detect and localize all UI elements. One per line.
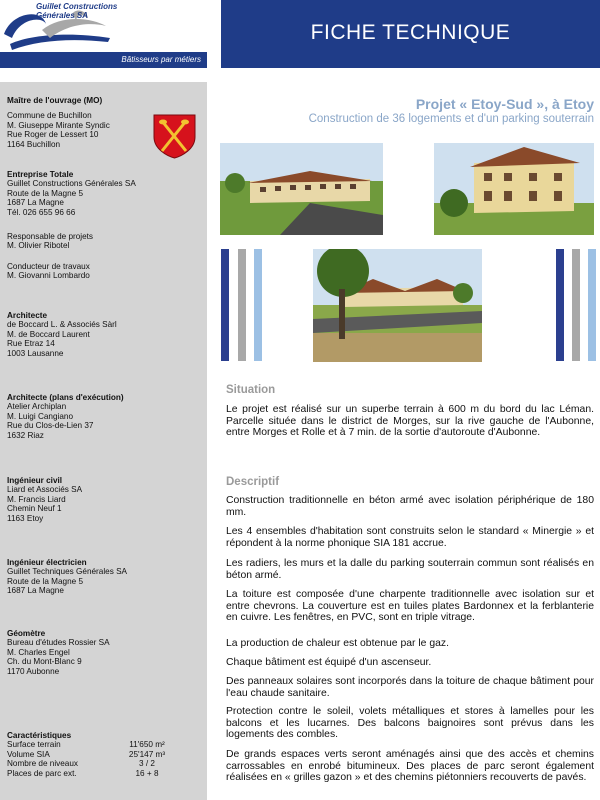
section-heading: Ingénieur civil bbox=[7, 476, 63, 485]
building-photo-1 bbox=[220, 143, 383, 235]
stat-label: Places de parc ext. bbox=[7, 768, 77, 778]
section-heading: Maître de l'ouvrage (MO) bbox=[7, 96, 103, 105]
project-subtitle: Construction de 36 logements et d'un parking souterrain bbox=[308, 113, 594, 125]
section-heading: Géomètre bbox=[7, 629, 46, 638]
building-photo-3 bbox=[313, 249, 482, 362]
contact-architecte-exec bbox=[7, 393, 124, 440]
contact-line: 1170 Aubonne bbox=[7, 666, 60, 676]
contact-line: Guillet Techniques Générales SA bbox=[7, 567, 128, 577]
section-heading-situation: Situation bbox=[226, 384, 276, 396]
section-heading: Architecte bbox=[7, 311, 48, 320]
contact-line: M. Giuseppe Mirante Syndic bbox=[7, 120, 110, 130]
descriptif-paragraph: La production de chaleur est obtenue par le gaz. bbox=[226, 638, 449, 649]
contact-responsable bbox=[7, 232, 93, 251]
contact-line: 1163 Etoy bbox=[7, 513, 44, 523]
contact-line: Rue Etraz 14 bbox=[7, 339, 55, 349]
contact-line: M. Olivier Ribotel bbox=[7, 241, 70, 251]
contact-line: Atelier Archiplan bbox=[7, 402, 67, 412]
project-title: Projet « Etoy-Sud », à Etoy bbox=[415, 96, 594, 112]
logo-title bbox=[36, 2, 117, 20]
contact-line: Chemin Neuf 1 bbox=[7, 504, 62, 514]
contact-line: Route de la Magne 5 bbox=[7, 188, 84, 198]
table-row bbox=[7, 750, 187, 759]
contact-line: Route de la Magne 5 bbox=[7, 576, 84, 586]
contact-electricien bbox=[7, 558, 127, 596]
contact-line: 1632 Riaz bbox=[7, 430, 44, 440]
sidebar bbox=[0, 82, 207, 800]
section-heading: Responsable de projets bbox=[7, 232, 94, 241]
contact-line: 1687 La Magne bbox=[7, 586, 64, 596]
contact-line: 1164 Buchillon bbox=[7, 139, 61, 149]
situation-text: Le projet est réalisé sur un superbe terrain à 600 m du bord du lac Léman. Parcelle située dans le district de Morges, sur la rive gauche de l'Aubonne, entre Morges et Rolle et à 7 min. de la sortie d'autoroute d'Aubonne. bbox=[226, 404, 594, 439]
page-title: FICHE TECHNIQUE bbox=[310, 21, 511, 44]
contact-civil bbox=[7, 476, 82, 523]
stat-value: 16 + 8 bbox=[135, 768, 159, 778]
table-row bbox=[7, 769, 187, 778]
contact-entreprise bbox=[7, 170, 136, 217]
contact-line: Ch. du Mont-Blanc 9 bbox=[7, 657, 82, 667]
contact-line: M. Charles Engel bbox=[7, 647, 70, 657]
descriptif-paragraph: La toiture est composée d'une charpente traditionnelle avec isolation sur et entre chevrons. La couverture est en tuiles plates Bardonnex et la ferblanterie en cuivre. Les fenêtres, en PVC, sont en triple vitrage. bbox=[226, 589, 594, 624]
contact-line: Liard et Associés SA bbox=[7, 485, 83, 495]
stat-label: Volume SIA bbox=[7, 749, 50, 759]
descriptif-paragraph: Les 4 ensembles d'habitation sont construits selon le standard « Minergie » et répondent à la norme phonique SIA 181 accrue. bbox=[226, 526, 594, 549]
section-heading: Architecte (plans d'exécution) bbox=[7, 393, 124, 402]
title-banner bbox=[221, 0, 600, 68]
descriptif-paragraph: Les radiers, les murs et la dalle du parking souterrain commun sont réalisés en béton armé. bbox=[226, 558, 594, 581]
building-photo-2 bbox=[434, 143, 594, 235]
contact-line: 1687 La Magne bbox=[7, 198, 64, 208]
descriptif-paragraph: Chaque bâtiment est équipé d'un ascenseur. bbox=[226, 657, 432, 668]
contact-line: de Boccard L. & Associés Sàrl bbox=[7, 320, 117, 330]
descriptif-paragraph: Des panneaux solaires sont incorporés dans la toiture de chaque bâtiment pour l'eau chaude sanitaire. bbox=[226, 676, 594, 699]
contact-line: M. Francis Liard bbox=[7, 494, 66, 504]
stat-value: 11'650 m² bbox=[129, 740, 165, 750]
contact-architecte bbox=[7, 311, 117, 358]
contact-line: M. de Boccard Laurent bbox=[7, 329, 90, 339]
decorative-stripe bbox=[254, 249, 262, 361]
descriptif-paragraph: Protection contre le soleil, volets métalliques et stores à lamelles pour les balcons et les lucarnes. Des balcons baignoires sont prévus dans les logements des combles. bbox=[226, 706, 594, 741]
contact-line: Guillet Constructions Générales SA bbox=[7, 179, 136, 189]
stat-value: 3 / 2 bbox=[139, 759, 155, 769]
table-row bbox=[7, 759, 187, 768]
contact-line: Bureau d'études Rossier SA bbox=[7, 638, 110, 648]
decorative-stripe bbox=[572, 249, 580, 361]
contact-line: Rue Roger de Lessert 10 bbox=[7, 130, 99, 140]
stat-value: 25'147 m³ bbox=[128, 749, 166, 759]
characteristics-table bbox=[7, 731, 187, 778]
decorative-stripe bbox=[588, 249, 596, 361]
stat-label: Nombre de niveaux bbox=[7, 759, 78, 769]
table-row bbox=[7, 740, 187, 749]
contact-conducteur bbox=[7, 262, 90, 281]
decorative-stripe bbox=[556, 249, 564, 361]
descriptif-paragraph: De grands espaces verts seront aménagés ainsi que des accès et chemins carrossables en enrobé bitumineux. Des places de parc seront également réalisées en « grilles gazon » et des chemins piétonniers recouverts de pavés. bbox=[226, 749, 594, 784]
contact-line: M. Luigi Cangiano bbox=[7, 411, 73, 421]
section-heading: Ingénieur électricien bbox=[7, 558, 87, 567]
section-heading: Entreprise Totale bbox=[7, 170, 74, 179]
contact-geometre bbox=[7, 629, 110, 676]
tagline-bar bbox=[0, 52, 207, 68]
municipal-crest-icon bbox=[152, 113, 197, 159]
decorative-stripe bbox=[238, 249, 246, 361]
tagline: Bâtisseurs par métiers bbox=[121, 55, 201, 64]
contact-line: Rue du Clos-de-Lien 37 bbox=[7, 421, 94, 431]
contact-line: Commune de Buchillon bbox=[7, 111, 92, 121]
section-heading-descriptif: Descriptif bbox=[226, 476, 280, 488]
logo-line-2: Générales SA bbox=[36, 11, 89, 20]
company-logo bbox=[0, 0, 207, 68]
contact-line: M. Giovanni Lombardo bbox=[7, 271, 90, 281]
contact-mo bbox=[7, 96, 110, 149]
contact-line: Tél. 026 655 96 66 bbox=[7, 207, 76, 217]
descriptif-paragraph: Construction traditionnelle en béton armé avec isolation périphérique de 180 mm. bbox=[226, 495, 594, 518]
decorative-stripe bbox=[221, 249, 229, 361]
section-heading: Caractéristiques bbox=[7, 731, 72, 740]
section-heading: Conducteur de travaux bbox=[7, 262, 90, 271]
logo-line-1: Guillet Constructions bbox=[36, 2, 118, 11]
stat-label: Surface terrain bbox=[7, 740, 61, 750]
contact-line: 1003 Lausanne bbox=[7, 348, 64, 358]
